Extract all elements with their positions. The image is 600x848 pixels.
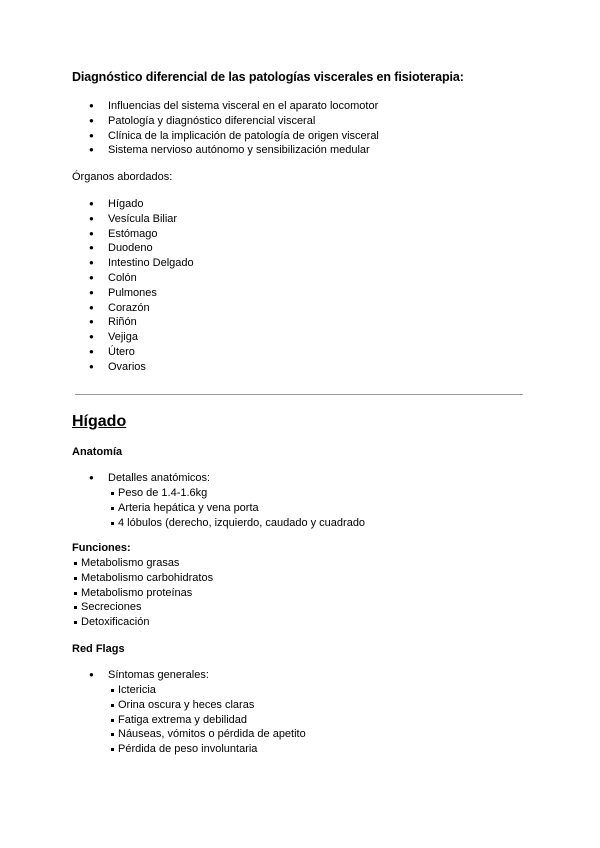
- anatomy-sublist: [110, 486, 365, 530]
- list-item: ● Riñón: [72, 315, 194, 330]
- list-item: ● Hígado: [72, 197, 194, 212]
- list-item: ● Útero: [72, 345, 194, 360]
- document-title: Diagnóstico diferencial de las patologías viscerales en fisioterapia:: [72, 70, 464, 84]
- functions-list: [73, 556, 213, 630]
- list-item: ● Detalles anatómicos:: [72, 471, 210, 486]
- list-item: ● Síntomas generales:: [72, 668, 209, 683]
- organs-label: Órganos abordados:: [72, 171, 173, 183]
- functions-heading: Funciones:: [72, 542, 131, 554]
- section-heading: Hígado: [72, 413, 127, 430]
- list-item: ● Clínica de la implicación de patología de origen visceral: [72, 129, 379, 144]
- list-item: ● Patología y diagnóstico diferencial visceral: [72, 114, 379, 129]
- list-item: Metabolismo proteínas: [73, 586, 213, 601]
- list-item: ● Sistema nervioso autónomo y sensibilización medular: [72, 143, 379, 158]
- anatomy-list: [72, 471, 210, 486]
- topics-list: [72, 99, 379, 158]
- organs-list: [72, 197, 194, 375]
- list-item: Metabolismo carbohidratos: [73, 571, 213, 586]
- list-item: Detoxificación: [73, 615, 213, 630]
- red-flags-list: [72, 668, 209, 683]
- list-item: ● Ovarios: [72, 360, 194, 375]
- red-flags-heading: Red Flags: [72, 643, 125, 655]
- list-item: ● Influencias del sistema visceral en el aparato locomotor: [72, 99, 379, 114]
- list-item: Pérdida de peso involuntaria: [110, 742, 306, 757]
- list-item: ● Corazón: [72, 301, 194, 316]
- list-item: 4 lóbulos (derecho, izquierdo, caudado y cuadrado: [110, 516, 365, 531]
- list-item: Metabolismo grasas: [73, 556, 213, 571]
- list-item: ● Vejiga: [72, 330, 194, 345]
- list-item: ● Duodeno: [72, 241, 194, 256]
- list-item: Arteria hepática y vena porta: [110, 501, 365, 516]
- list-item: Peso de 1.4-1.6kg: [110, 486, 365, 501]
- list-item: Fatiga extrema y debilidad: [110, 713, 306, 728]
- list-item: Secreciones: [73, 600, 213, 615]
- list-item: ● Colón: [72, 271, 194, 286]
- list-item: Orina oscura y heces claras: [110, 698, 306, 713]
- red-flags-sublist: [110, 683, 306, 757]
- list-item: ● Estómago: [72, 227, 194, 242]
- anatomy-heading: Anatomía: [72, 446, 123, 458]
- list-item: Náuseas, vómitos o pérdida de apetito: [110, 727, 306, 742]
- list-item: ● Vesícula Biliar: [72, 212, 194, 227]
- horizontal-divider: [75, 394, 523, 395]
- list-item: ● Intestino Delgado: [72, 256, 194, 271]
- list-item: Ictericia: [110, 683, 306, 698]
- list-item: ● Pulmones: [72, 286, 194, 301]
